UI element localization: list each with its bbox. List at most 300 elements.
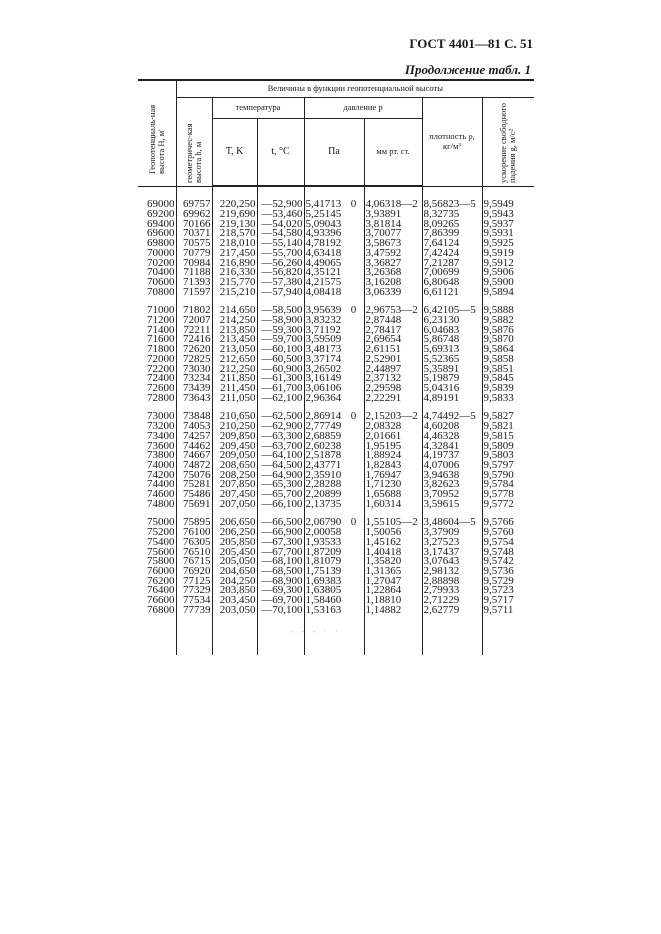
cell-geopotential-height: 71800: [147, 345, 175, 355]
cell-pressure-pa: [304, 288, 364, 298]
pa-value: 1,81079: [305, 557, 342, 567]
cell-temp-c: —56,820: [257, 268, 304, 278]
pa-value: 2,43771: [305, 460, 342, 471]
cell-geopotential-height: 73800: [147, 451, 175, 461]
pa-value: 2,60238: [305, 441, 342, 452]
table-row: [138, 548, 534, 558]
cell-gravity: 9,5748: [482, 548, 534, 558]
cell-pressure-pa: [304, 490, 364, 500]
table-row: [138, 480, 534, 490]
cell-geopotential-height: 73400: [147, 431, 175, 442]
cell-pressure-pa: [304, 306, 364, 316]
cell-density: 3,70952: [422, 490, 482, 500]
table-row: [138, 355, 534, 365]
cell-density: 3,17437: [422, 548, 482, 558]
cell-geopotential-height: 76400: [147, 586, 175, 597]
cell-geometric-height: 74462: [176, 442, 212, 452]
cell-geometric-height: 74053: [176, 422, 212, 432]
header-gravity: ускорение свободного падения g, м/с²: [482, 97, 534, 186]
cell-geopotential-height: 73200: [147, 422, 175, 432]
pa-value: 2,77749: [305, 422, 342, 432]
cell-geometric-height: 74667: [176, 451, 212, 461]
pa-value: 3,06106: [305, 384, 342, 394]
cell-density: 3,48604—5: [422, 518, 482, 528]
cell-gravity: 9,5790: [482, 471, 534, 481]
cell-temp-k: 219,690: [212, 210, 257, 220]
pa-value: 4,49065: [305, 258, 342, 269]
cell-temp-k: 212,250: [212, 365, 257, 375]
pa-value: 1,75139: [305, 566, 342, 577]
pa-value: 4,93396: [305, 229, 342, 240]
cell-pressure-mmhg: 3,36827: [364, 259, 422, 269]
cell-geometric-height: 72211: [176, 326, 212, 336]
cell-geopotential-height: 71600: [147, 335, 175, 346]
cell-temp-k: 211,450: [212, 384, 257, 394]
table-row: [138, 365, 534, 375]
cell-temp-k: 205,450: [212, 548, 257, 558]
cell-gravity: 9,5803: [482, 451, 534, 461]
pa-exponent: 0: [350, 412, 357, 423]
cell-temp-k: 207,050: [212, 500, 257, 510]
cell-density: 4,19737: [422, 451, 482, 461]
table-tail: [138, 635, 534, 655]
table-row: [138, 345, 534, 355]
table-row: [138, 288, 534, 298]
cell-geopotential-height: 75400: [147, 537, 175, 548]
cell-gravity: 9,5912: [482, 259, 534, 269]
cell-gravity: 9,5760: [482, 528, 534, 538]
cell-geometric-height: 69962: [176, 210, 212, 220]
cell-geometric-height: 70371: [176, 229, 212, 239]
cell-pressure-mmhg: 2,15203—2: [364, 412, 422, 422]
pa-value: 3,59509: [305, 335, 342, 346]
cell-temp-c: —64,900: [257, 471, 304, 481]
cell-temp-c: —69,300: [257, 586, 304, 596]
cell-temp-c: —66,100: [257, 500, 304, 510]
header-temperature: температура: [212, 97, 304, 118]
cell-pressure-mmhg: 3,81814: [364, 220, 422, 230]
cell-pressure-pa: [304, 374, 364, 384]
cell-pressure-pa: [304, 606, 364, 616]
cell-geometric-height: 77534: [176, 596, 212, 606]
cell-temp-c: —60,900: [257, 365, 304, 375]
cell-pressure-pa: [304, 210, 364, 220]
cell-pressure-mmhg: 2,01661: [364, 432, 422, 442]
cell-pressure-mmhg: 1,82843: [364, 461, 422, 471]
cell-geopotential-height: 75800: [147, 557, 175, 567]
table-row: [138, 586, 534, 596]
cell-temp-c: —58,900: [257, 316, 304, 326]
table-row: [138, 374, 534, 384]
cell-temp-k: 213,450: [212, 335, 257, 345]
cell-pressure-mmhg: 2,44897: [364, 365, 422, 375]
table-row: [138, 538, 534, 548]
pa-value: 4,78192: [305, 239, 342, 249]
table-row: [138, 278, 534, 288]
cell-geometric-height: 73234: [176, 374, 212, 384]
cell-density: 7,42424: [422, 249, 482, 259]
cell-geometric-height: 77125: [176, 577, 212, 587]
cell-pressure-pa: [304, 316, 364, 326]
cell-temp-k: 216,890: [212, 259, 257, 269]
cell-temp-c: —63,300: [257, 432, 304, 442]
cell-temp-c: —69,700: [257, 596, 304, 606]
cell-temp-c: —67,700: [257, 548, 304, 558]
table-row: [138, 326, 534, 336]
cell-pressure-pa: [304, 268, 364, 278]
cell-geopotential-height: 75200: [147, 528, 175, 538]
pa-value: 2,20899: [305, 490, 342, 500]
cell-pressure-pa: [304, 567, 364, 577]
cell-temp-k: 203,050: [212, 606, 257, 616]
cell-gravity: 9,5919: [482, 249, 534, 259]
cell-temp-c: —59,300: [257, 326, 304, 336]
cell-pressure-pa: [304, 394, 364, 404]
table-row: [138, 412, 534, 422]
cell-geopotential-height: 71000: [147, 306, 175, 317]
pa-value: 2,96364: [305, 393, 342, 404]
cell-pressure-pa: [304, 432, 364, 442]
cell-temp-k: 209,850: [212, 432, 257, 442]
pa-value: 2,51878: [305, 451, 342, 461]
cell-temp-c: —63,700: [257, 442, 304, 452]
cell-pressure-mmhg: 2,37132: [364, 374, 422, 384]
table-row: [138, 442, 534, 452]
cell-geometric-height: 76100: [176, 528, 212, 538]
cell-gravity: 9,5858: [482, 355, 534, 365]
cell-pressure-pa: [304, 239, 364, 249]
table-row: [138, 259, 534, 269]
cell-gravity: 9,5906: [482, 268, 534, 278]
pa-exponent: 0: [350, 306, 357, 317]
cell-gravity: 9,5815: [482, 432, 534, 442]
cell-geopotential-height: 72600: [147, 384, 175, 394]
pa-value: 1,87209: [305, 547, 342, 558]
cell-pressure-pa: [304, 500, 364, 510]
table-row: [138, 518, 534, 528]
cell-geometric-height: 71597: [176, 288, 212, 298]
cell-temp-k: 209,050: [212, 451, 257, 461]
cell-geometric-height: 73439: [176, 384, 212, 394]
cell-pressure-pa: [304, 412, 364, 422]
cell-geometric-height: 71802: [176, 306, 212, 316]
cell-geopotential-height: 76000: [147, 566, 175, 577]
pa-value: 3,26502: [305, 364, 342, 375]
cell-temp-k: 207,450: [212, 490, 257, 500]
cell-density: 5,19879: [422, 374, 482, 384]
cell-gravity: 9,5894: [482, 288, 534, 298]
cell-density: 3,94638: [422, 471, 482, 481]
cell-geometric-height: 72825: [176, 355, 212, 365]
cell-gravity: 9,5784: [482, 480, 534, 490]
cell-pressure-mmhg: 1,55105—2: [364, 518, 422, 528]
cell-gravity: 9,5925: [482, 239, 534, 249]
cell-geopotential-height: 69000: [147, 198, 175, 211]
pa-value: 4,21575: [305, 277, 342, 288]
cell-pressure-mmhg: 1,45162: [364, 538, 422, 548]
table-body: [138, 186, 534, 655]
cell-pressure-pa: [304, 538, 364, 548]
table-row: [138, 210, 534, 220]
cell-gravity: 9,5943: [482, 210, 534, 220]
cell-pressure-mmhg: 2,08328: [364, 422, 422, 432]
header-density: плотность ρ, кг/м³: [422, 97, 482, 186]
cell-pressure-mmhg: 1,71230: [364, 480, 422, 490]
cell-pressure-mmhg: 1,95195: [364, 442, 422, 452]
cell-density: 6,61121: [422, 288, 482, 298]
cell-pressure-pa: [304, 186, 364, 210]
cell-temp-k: 208,650: [212, 461, 257, 471]
pa-value: 3,71192: [305, 325, 341, 336]
cell-pressure-pa: [304, 461, 364, 471]
cell-temp-k: 203,850: [212, 586, 257, 596]
table-row: [138, 306, 534, 316]
cell-temp-c: —61,300: [257, 374, 304, 384]
table-row: [138, 220, 534, 230]
cell-geometric-height: 77329: [176, 586, 212, 596]
cell-geometric-height: 75486: [176, 490, 212, 500]
cell-pressure-pa: [304, 528, 364, 538]
cell-temp-c: —64,500: [257, 461, 304, 471]
header-temp-c: t, °C: [257, 118, 304, 186]
cell-density: 3,37909: [422, 528, 482, 538]
cell-geopotential-height: 76800: [147, 605, 175, 616]
cell-temp-c: —66,900: [257, 528, 304, 538]
cell-pressure-mmhg: 1,88924: [364, 451, 422, 461]
table-row: [138, 384, 534, 394]
cell-density: 8,09265: [422, 220, 482, 230]
cell-gravity: 9,5736: [482, 567, 534, 577]
cell-geopotential-height: 70800: [147, 287, 175, 298]
cell-pressure-mmhg: 2,22291: [364, 394, 422, 404]
cell-temp-c: —55,700: [257, 249, 304, 259]
pa-value: 1,58460: [305, 596, 342, 606]
cell-gravity: 9,5809: [482, 442, 534, 452]
cell-temp-c: —66,500: [257, 518, 304, 528]
cell-geopotential-height: 72000: [147, 354, 175, 365]
cell-gravity: 9,5833: [482, 394, 534, 404]
group-spacer: [138, 297, 534, 306]
cell-gravity: 9,5882: [482, 316, 534, 326]
pa-value: 2,68859: [305, 431, 342, 442]
header-pa: Па: [304, 118, 364, 186]
cell-temp-c: —58,500: [257, 306, 304, 316]
cell-gravity: 9,5797: [482, 461, 534, 471]
cell-pressure-pa: [304, 384, 364, 394]
pa-value: 4,35121: [305, 268, 342, 278]
cell-temp-c: —64,100: [257, 451, 304, 461]
cell-temp-k: 206,250: [212, 528, 257, 538]
cell-pressure-mmhg: 2,61151: [364, 345, 422, 355]
cell-gravity: 9,5827: [482, 412, 534, 422]
cell-gravity: 9,5888: [482, 306, 534, 316]
cell-temp-k: 209,450: [212, 442, 257, 452]
cell-temp-c: —57,940: [257, 288, 304, 298]
cell-pressure-mmhg: 2,69654: [364, 335, 422, 345]
header-geometric-height: геометричес-кая высота h, м: [176, 97, 212, 186]
cell-density: 6,80648: [422, 278, 482, 288]
cell-temp-c: —56,260: [257, 259, 304, 269]
cell-pressure-pa: [304, 577, 364, 587]
cell-pressure-mmhg: 3,16208: [364, 278, 422, 288]
pa-value: 2,06790: [305, 518, 342, 529]
cell-geometric-height: 77739: [176, 606, 212, 616]
cell-temp-k: 203,450: [212, 596, 257, 606]
table-row: [138, 471, 534, 481]
cell-temp-c: —55,140: [257, 239, 304, 249]
header-geopotential-height: Геопотенциаль-ная высота H, м': [138, 80, 176, 186]
cell-geopotential-height: 69400: [147, 219, 175, 230]
cell-pressure-mmhg: 3,47592: [364, 249, 422, 259]
cell-pressure-pa: [304, 365, 364, 375]
cell-geopotential-height: 69800: [147, 239, 175, 249]
table-row: [138, 432, 534, 442]
cell-gravity: 9,5717: [482, 596, 534, 606]
cell-geopotential-height: 74400: [147, 480, 175, 491]
cell-temp-k: 214,650: [212, 306, 257, 316]
pa-value: 1,63805: [305, 586, 342, 597]
cell-pressure-mmhg: 1,27047: [364, 577, 422, 587]
cell-temp-c: —68,500: [257, 567, 304, 577]
cell-pressure-pa: [304, 548, 364, 558]
cell-density: 3,27523: [422, 538, 482, 548]
cell-pressure-pa: [304, 220, 364, 230]
cell-temp-k: 215,210: [212, 288, 257, 298]
cell-pressure-pa: [304, 259, 364, 269]
cell-gravity: 9,5766: [482, 518, 534, 528]
cell-geopotential-height: 72200: [147, 364, 175, 375]
cell-density: 7,86399: [422, 229, 482, 239]
cell-geometric-height: 76715: [176, 557, 212, 567]
cell-density: 5,04316: [422, 384, 482, 394]
cell-density: 3,59615: [422, 500, 482, 510]
pa-value: 3,83232: [305, 316, 342, 326]
cell-geometric-height: 70575: [176, 239, 212, 249]
cell-gravity: 9,5851: [482, 365, 534, 375]
table-row: [138, 186, 534, 210]
cell-pressure-pa: [304, 471, 364, 481]
cell-temp-k: 205,850: [212, 538, 257, 548]
cell-pressure-mmhg: 3,70077: [364, 229, 422, 239]
cell-temp-k: 214,250: [212, 316, 257, 326]
table-continuation-label: Продолжение табл. 1: [404, 62, 531, 77]
header-group-title: Величины в функции геопотенциальной высоты: [176, 80, 534, 97]
cell-pressure-mmhg: 1,40418: [364, 548, 422, 558]
cell-pressure-pa: [304, 596, 364, 606]
pa-value: 5,41713: [305, 198, 342, 211]
cell-gravity: 9,5754: [482, 538, 534, 548]
cell-geometric-height: 74257: [176, 432, 212, 442]
atmosphere-table: [138, 79, 534, 655]
cell-temp-k: 220,250: [212, 186, 257, 210]
scan-artifact: - - - · ·: [290, 626, 341, 636]
cell-pressure-mmhg: 2,78417: [364, 326, 422, 336]
table-row: [138, 500, 534, 510]
cell-geopotential-height: 75000: [147, 518, 175, 529]
cell-pressure-mmhg: 1,22864: [364, 586, 422, 596]
cell-geometric-height: 72620: [176, 345, 212, 355]
cell-geometric-height: 74872: [176, 461, 212, 471]
pa-value: 4,63418: [305, 248, 342, 259]
cell-temp-c: —62,500: [257, 412, 304, 422]
pa-value: 1,69383: [305, 576, 342, 587]
cell-gravity: 9,5778: [482, 490, 534, 500]
cell-pressure-pa: [304, 278, 364, 288]
cell-density: 2,79933: [422, 586, 482, 596]
cell-temp-k: 210,650: [212, 412, 257, 422]
cell-geometric-height: 75076: [176, 471, 212, 481]
table-row: [138, 268, 534, 278]
cell-geopotential-height: 69200: [147, 210, 175, 220]
cell-gravity: 9,5876: [482, 326, 534, 336]
cell-pressure-mmhg: 1,35820: [364, 557, 422, 567]
cell-gravity: 9,5821: [482, 422, 534, 432]
cell-temp-c: —53,460: [257, 210, 304, 220]
group-spacer: [138, 403, 534, 412]
cell-gravity: 9,5845: [482, 374, 534, 384]
cell-gravity: 9,5772: [482, 500, 534, 510]
cell-gravity: 9,5937: [482, 220, 534, 230]
cell-temp-c: —52,900: [257, 186, 304, 210]
cell-geopotential-height: 74000: [147, 460, 175, 471]
cell-gravity: 9,5900: [482, 278, 534, 288]
cell-temp-k: 208,250: [212, 471, 257, 481]
cell-temp-c: —68,100: [257, 557, 304, 567]
cell-density: 3,07643: [422, 557, 482, 567]
cell-pressure-mmhg: 3,26368: [364, 268, 422, 278]
cell-geometric-height: 76920: [176, 567, 212, 577]
cell-geopotential-height: 70200: [147, 258, 175, 269]
cell-pressure-pa: [304, 229, 364, 239]
cell-gravity: 9,5729: [482, 577, 534, 587]
cell-geometric-height: 75691: [176, 500, 212, 510]
table-row: [138, 249, 534, 259]
cell-density: 6,23130: [422, 316, 482, 326]
cell-geopotential-height: 69600: [147, 229, 175, 240]
table-row: [138, 490, 534, 500]
cell-gravity: 9,5864: [482, 345, 534, 355]
cell-density: 5,69313: [422, 345, 482, 355]
cell-density: 8,32735: [422, 210, 482, 220]
cell-pressure-pa: [304, 355, 364, 365]
cell-pressure-pa: [304, 518, 364, 528]
pa-value: 2,00058: [305, 528, 342, 538]
cell-temp-k: 217,450: [212, 249, 257, 259]
cell-density: 2,62779: [422, 606, 482, 616]
cell-geopotential-height: 72800: [147, 393, 175, 404]
cell-geometric-height: 73030: [176, 365, 212, 375]
cell-temp-c: —62,900: [257, 422, 304, 432]
cell-geometric-height: 71188: [176, 268, 212, 278]
cell-geometric-height: 72007: [176, 316, 212, 326]
cell-geopotential-height: 70400: [147, 268, 175, 278]
cell-temp-k: 211,850: [212, 374, 257, 384]
cell-temp-k: 204,650: [212, 567, 257, 577]
table-row: [138, 394, 534, 404]
cell-temp-k: 204,250: [212, 577, 257, 587]
cell-geometric-height: 73643: [176, 394, 212, 404]
table-row: [138, 316, 534, 326]
cell-pressure-pa: [304, 335, 364, 345]
cell-geometric-height: 76510: [176, 548, 212, 558]
cell-temp-k: 206,650: [212, 518, 257, 528]
header-mmhg: мм рт. ст.: [364, 118, 422, 186]
cell-temp-c: —62,100: [257, 394, 304, 404]
cell-geometric-height: 72416: [176, 335, 212, 345]
cell-pressure-pa: [304, 480, 364, 490]
cell-gravity: 9,5949: [482, 186, 534, 210]
cell-geometric-height: 70166: [176, 220, 212, 230]
